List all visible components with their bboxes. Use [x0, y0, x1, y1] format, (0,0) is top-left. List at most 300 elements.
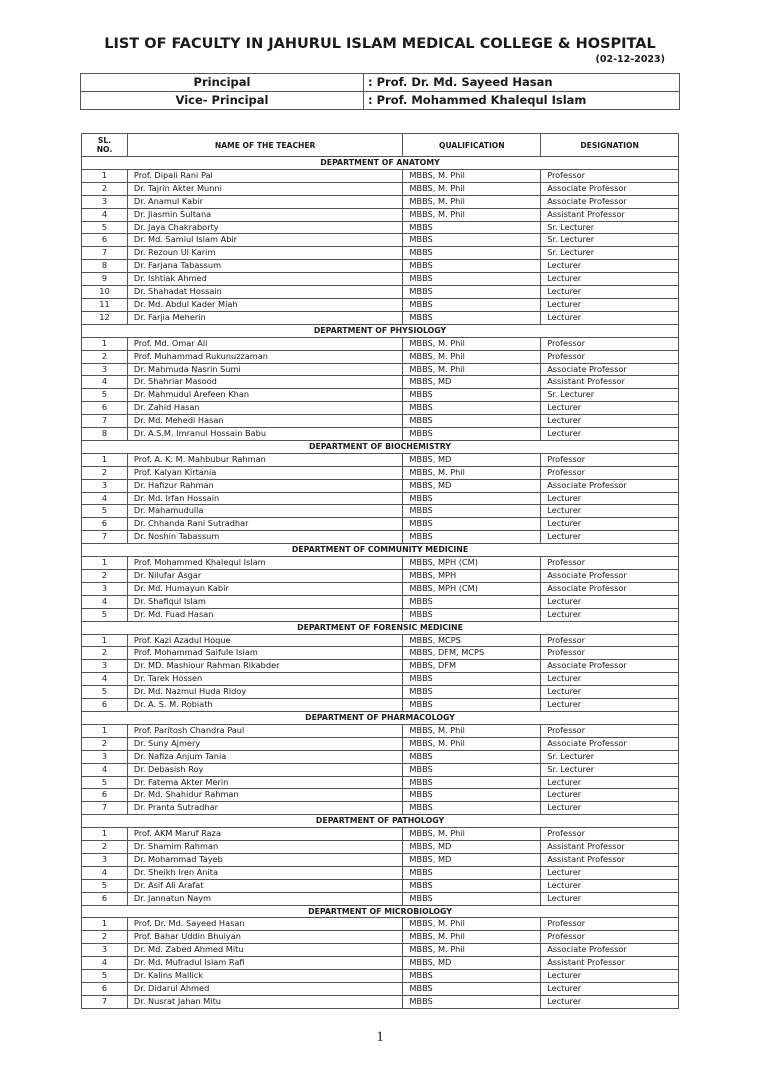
faculty-table-header: [82, 134, 679, 157]
faculty-row: [82, 350, 679, 363]
designation: Associate Professor: [541, 479, 679, 492]
teacher-name: Dr. Md. Mehedi Hasan: [127, 415, 402, 428]
teacher-name: Dr. Md. Humayun Kabir: [127, 582, 402, 595]
designation: Sr. Lecturer: [541, 389, 679, 402]
faculty-row: [82, 234, 679, 247]
designation: Lecturer: [541, 260, 679, 273]
faculty-row: [82, 634, 679, 647]
serial-number: 8: [82, 260, 128, 273]
serial-number: 9: [82, 273, 128, 286]
teacher-name: Prof. Paritosh Chandra Paul: [127, 724, 402, 737]
department-name: DEPARTMENT OF MICROBIOLOGY: [82, 905, 679, 918]
serial-number: 2: [82, 841, 128, 854]
serial-number: 6: [82, 234, 128, 247]
serial-number: 3: [82, 479, 128, 492]
designation: Lecturer: [541, 415, 679, 428]
qualification: MBBS: [403, 286, 541, 299]
serial-number: 6: [82, 983, 128, 996]
teacher-name: Dr. Md. Shahidur Rahman: [127, 789, 402, 802]
qualification: MBBS: [403, 428, 541, 441]
qualification: MBBS, M. Phil: [403, 737, 541, 750]
qualification: MBBS, MCPS: [403, 634, 541, 647]
qualification: MBBS, DFM: [403, 660, 541, 673]
leadership-row-principal: [81, 74, 680, 92]
teacher-name: Dr. Hafizur Rahman: [127, 479, 402, 492]
column-header-qualification: QUALIFICATION: [403, 134, 541, 157]
serial-number: 4: [82, 492, 128, 505]
qualification: MBBS: [403, 995, 541, 1008]
serial-number: 7: [82, 415, 128, 428]
role-holder: : Prof. Dr. Md. Sayeed Hasan: [364, 74, 680, 92]
serial-number: 4: [82, 595, 128, 608]
department-name: DEPARTMENT OF PATHOLOGY: [82, 815, 679, 828]
serial-number: 1: [82, 453, 128, 466]
qualification: MBBS, M. Phil: [403, 724, 541, 737]
designation: Professor: [541, 453, 679, 466]
serial-number: 11: [82, 298, 128, 311]
designation: Sr. Lecturer: [541, 234, 679, 247]
department-name: DEPARTMENT OF COMMUNITY MEDICINE: [82, 544, 679, 557]
teacher-name: Dr. Debasish Roy: [127, 763, 402, 776]
designation: Lecturer: [541, 595, 679, 608]
qualification: MBBS: [403, 750, 541, 763]
designation: Lecturer: [541, 505, 679, 518]
serial-number: 3: [82, 944, 128, 957]
serial-number: 1: [82, 337, 128, 350]
serial-number: 5: [82, 608, 128, 621]
qualification: MBBS: [403, 892, 541, 905]
department-header-forensic-medicine: [82, 621, 679, 634]
teacher-name: Prof. Md. Omar Ali: [127, 337, 402, 350]
faculty-row: [82, 570, 679, 583]
faculty-row: [82, 169, 679, 182]
faculty-table-body: [82, 157, 679, 1009]
faculty-row: [82, 337, 679, 350]
serial-number: 5: [82, 970, 128, 983]
teacher-name: Dr. Shafiqul Islam: [127, 595, 402, 608]
serial-number: 6: [82, 789, 128, 802]
faculty-row: [82, 466, 679, 479]
qualification: MBBS, M. Phil: [403, 828, 541, 841]
department-header-community-medicine: [82, 544, 679, 557]
teacher-name: Prof. Dipali Rani Pal: [127, 169, 402, 182]
faculty-row: [82, 389, 679, 402]
designation: Lecturer: [541, 311, 679, 324]
qualification: MBBS: [403, 686, 541, 699]
designation: Lecturer: [541, 298, 679, 311]
faculty-table: [81, 133, 679, 1009]
teacher-name: Dr. Didarul Ahmed: [127, 983, 402, 996]
qualification: MBBS, M. Phil: [403, 337, 541, 350]
department-header-anatomy: [82, 157, 679, 170]
faculty-row: [82, 918, 679, 931]
designation: Sr. Lecturer: [541, 221, 679, 234]
designation: Professor: [541, 724, 679, 737]
qualification: MBBS: [403, 608, 541, 621]
teacher-name: Dr. Nilufar Asgar: [127, 570, 402, 583]
qualification: MBBS: [403, 789, 541, 802]
faculty-row: [82, 957, 679, 970]
leadership-row-vice-principal: [81, 92, 680, 110]
qualification: MBBS, M. Phil: [403, 169, 541, 182]
qualification: MBBS, MD: [403, 479, 541, 492]
serial-number: 7: [82, 995, 128, 1008]
designation: Lecturer: [541, 608, 679, 621]
teacher-name: Dr. Jannatun Naym: [127, 892, 402, 905]
qualification: MBBS: [403, 983, 541, 996]
qualification: MBBS, M. Phil: [403, 363, 541, 376]
designation: Lecturer: [541, 970, 679, 983]
qualification: MBBS, MPH: [403, 570, 541, 583]
qualification: MBBS: [403, 531, 541, 544]
qualification: MBBS: [403, 492, 541, 505]
designation: Lecturer: [541, 866, 679, 879]
department-name: DEPARTMENT OF BIOCHEMISTRY: [82, 440, 679, 453]
serial-number: 4: [82, 957, 128, 970]
qualification: MBBS: [403, 221, 541, 234]
role-holder: : Prof. Mohammed Khalequl Islam: [364, 92, 680, 110]
teacher-name: Dr. Zahid Hasan: [127, 402, 402, 415]
faculty-row: [82, 892, 679, 905]
teacher-name: Prof. Mohammed Khalequl Islam: [127, 557, 402, 570]
faculty-row: [82, 208, 679, 221]
teacher-name: Dr. Md. Nazmul Huda Ridoy: [127, 686, 402, 699]
designation: Lecturer: [541, 492, 679, 505]
department-header-pathology: [82, 815, 679, 828]
designation: Assistant Professor: [541, 841, 679, 854]
department-header-microbiology: [82, 905, 679, 918]
faculty-row: [82, 931, 679, 944]
qualification: MBBS, M. Phil: [403, 944, 541, 957]
qualification: MBBS, MD: [403, 957, 541, 970]
teacher-name: Dr. Shahriar Masood: [127, 376, 402, 389]
faculty-row: [82, 247, 679, 260]
designation: Assistant Professor: [541, 376, 679, 389]
qualification: MBBS, MD: [403, 376, 541, 389]
teacher-name: Dr. Jiasmin Sultana: [127, 208, 402, 221]
teacher-name: Dr. Nusrat Jahan Mitu: [127, 995, 402, 1008]
serial-number: 7: [82, 247, 128, 260]
department-name: DEPARTMENT OF ANATOMY: [82, 157, 679, 170]
serial-number: 1: [82, 169, 128, 182]
designation: Associate Professor: [541, 182, 679, 195]
qualification: MBBS, MPH (CM): [403, 557, 541, 570]
faculty-row: [82, 686, 679, 699]
designation: Professor: [541, 634, 679, 647]
serial-number: 4: [82, 376, 128, 389]
column-header-sl-no: [82, 134, 128, 157]
page-number: 1: [376, 1029, 384, 1045]
department-header-biochemistry: [82, 440, 679, 453]
qualification: MBBS, DFM, MCPS: [403, 647, 541, 660]
faculty-row: [82, 866, 679, 879]
faculty-row: [82, 841, 679, 854]
qualification: MBBS: [403, 802, 541, 815]
faculty-row: [82, 789, 679, 802]
qualification: MBBS: [403, 402, 541, 415]
qualification: MBBS: [403, 389, 541, 402]
teacher-name: Prof. Kazi Azadul Hoque: [127, 634, 402, 647]
qualification: MBBS: [403, 970, 541, 983]
serial-number: 5: [82, 389, 128, 402]
qualification: MBBS, MD: [403, 453, 541, 466]
serial-number: 5: [82, 686, 128, 699]
faculty-row: [82, 428, 679, 441]
faculty-row: [82, 995, 679, 1008]
serial-number: 4: [82, 208, 128, 221]
faculty-row: [82, 970, 679, 983]
teacher-name: Prof. A. K. M. Mahbubur Rahman: [127, 453, 402, 466]
serial-number: 2: [82, 466, 128, 479]
teacher-name: Dr. Fatema Akter Merin: [127, 776, 402, 789]
faculty-row: [82, 582, 679, 595]
qualification: MBBS: [403, 260, 541, 273]
designation: Professor: [541, 557, 679, 570]
serial-number: 2: [82, 737, 128, 750]
designation: Lecturer: [541, 531, 679, 544]
designation: Sr. Lecturer: [541, 750, 679, 763]
qualification: MBBS, M. Phil: [403, 350, 541, 363]
teacher-name: Dr. Shamim Rahman: [127, 841, 402, 854]
sl-label-line1: SL.: [97, 136, 112, 145]
department-name: DEPARTMENT OF FORENSIC MEDICINE: [82, 621, 679, 634]
teacher-name: Dr. Chhanda Rani Sutradhar: [127, 518, 402, 531]
qualification: MBBS: [403, 763, 541, 776]
faculty-row: [82, 453, 679, 466]
designation: Associate Professor: [541, 660, 679, 673]
teacher-name: Dr. Md. Zabed Ahmed Mitu: [127, 944, 402, 957]
qualification: MBBS, MD: [403, 853, 541, 866]
teacher-name: Dr. Md. Fuad Hasan: [127, 608, 402, 621]
teacher-name: Dr. A. S. M. Robiath: [127, 699, 402, 712]
faculty-row: [82, 983, 679, 996]
designation: Associate Professor: [541, 363, 679, 376]
faculty-row: [82, 595, 679, 608]
teacher-name: Prof. Dr. Md. Sayeed Hasan: [127, 918, 402, 931]
serial-number: 3: [82, 853, 128, 866]
designation: Lecturer: [541, 686, 679, 699]
department-name: DEPARTMENT OF PHYSIOLOGY: [82, 324, 679, 337]
faculty-row: [82, 879, 679, 892]
document-title: LIST OF FACULTY IN JAHURUL ISLAM MEDICAL COLLEGE & HOSPITAL: [104, 36, 656, 52]
qualification: MBBS: [403, 415, 541, 428]
qualification: MBBS: [403, 673, 541, 686]
designation: Assistant Professor: [541, 957, 679, 970]
serial-number: 3: [82, 750, 128, 763]
leadership-table: [80, 73, 680, 110]
serial-number: 4: [82, 866, 128, 879]
serial-number: 2: [82, 350, 128, 363]
designation: Lecturer: [541, 789, 679, 802]
serial-number: 1: [82, 918, 128, 931]
serial-number: 4: [82, 763, 128, 776]
qualification: MBBS: [403, 311, 541, 324]
faculty-row: [82, 182, 679, 195]
faculty-row: [82, 944, 679, 957]
faculty-row: [82, 195, 679, 208]
faculty-row: [82, 802, 679, 815]
serial-number: 5: [82, 776, 128, 789]
designation: Lecturer: [541, 776, 679, 789]
designation: Professor: [541, 931, 679, 944]
qualification: MBBS: [403, 518, 541, 531]
qualification: MBBS, M. Phil: [403, 182, 541, 195]
teacher-name: Dr. Md. Samiul Islam Abir: [127, 234, 402, 247]
designation: Professor: [541, 350, 679, 363]
designation: Lecturer: [541, 879, 679, 892]
designation: Associate Professor: [541, 570, 679, 583]
column-header-designation: DESIGNATION: [541, 134, 679, 157]
teacher-name: Dr. Mahamudulla: [127, 505, 402, 518]
designation: Lecturer: [541, 699, 679, 712]
faculty-row: [82, 673, 679, 686]
designation: Sr. Lecturer: [541, 247, 679, 260]
teacher-name: Dr. Tajrin Akter Munni: [127, 182, 402, 195]
faculty-row: [82, 415, 679, 428]
faculty-row: [82, 776, 679, 789]
teacher-name: Dr. A.S.M. Imranul Hossain Babu: [127, 428, 402, 441]
teacher-name: Dr. Md. Abdul Kader Miah: [127, 298, 402, 311]
sl-label-line2: NO.: [96, 145, 113, 154]
teacher-name: Dr. Anamul Kabir: [127, 195, 402, 208]
serial-number: 3: [82, 195, 128, 208]
qualification: MBBS, M. Phil: [403, 466, 541, 479]
serial-number: 7: [82, 802, 128, 815]
teacher-name: Dr. Rezoun Ul Karim: [127, 247, 402, 260]
qualification: MBBS, MPH (CM): [403, 582, 541, 595]
qualification: MBBS, M. Phil: [403, 208, 541, 221]
serial-number: 2: [82, 647, 128, 660]
designation: Associate Professor: [541, 944, 679, 957]
faculty-row: [82, 363, 679, 376]
faculty-row: [82, 853, 679, 866]
teacher-name: Prof. Mohammad Saifule Islam: [127, 647, 402, 660]
teacher-name: Dr. Mahmuda Nasrin Sumi: [127, 363, 402, 376]
serial-number: 6: [82, 892, 128, 905]
qualification: MBBS: [403, 273, 541, 286]
serial-number: 7: [82, 531, 128, 544]
serial-number: 10: [82, 286, 128, 299]
qualification: MBBS: [403, 879, 541, 892]
serial-number: 6: [82, 699, 128, 712]
faculty-row: [82, 518, 679, 531]
designation: Lecturer: [541, 428, 679, 441]
faculty-row: [82, 221, 679, 234]
faculty-row: [82, 699, 679, 712]
qualification: MBBS: [403, 234, 541, 247]
designation: Lecturer: [541, 802, 679, 815]
faculty-row: [82, 260, 679, 273]
faculty-row: [82, 286, 679, 299]
serial-number: 2: [82, 570, 128, 583]
designation: Professor: [541, 466, 679, 479]
column-header-name: NAME OF THE TEACHER: [127, 134, 402, 157]
designation: Lecturer: [541, 518, 679, 531]
teacher-name: Prof. Bahar Uddin Bhuiyan: [127, 931, 402, 944]
department-name: DEPARTMENT OF PHARMACOLOGY: [82, 711, 679, 724]
serial-number: 1: [82, 634, 128, 647]
serial-number: 5: [82, 879, 128, 892]
faculty-row: [82, 402, 679, 415]
teacher-name: Dr. Mahmudul Arefeen Khan: [127, 389, 402, 402]
document-date: (02-12-2023): [595, 54, 665, 65]
faculty-row: [82, 273, 679, 286]
teacher-name: Dr. Kalins Mallick: [127, 970, 402, 983]
qualification: MBBS, MD: [403, 841, 541, 854]
serial-number: 2: [82, 182, 128, 195]
teacher-name: Dr. Nafiza Anjum Tania: [127, 750, 402, 763]
teacher-name: Prof. Muhammad Rukunuzzaman: [127, 350, 402, 363]
faculty-row: [82, 298, 679, 311]
serial-number: 6: [82, 402, 128, 415]
teacher-name: Dr. MD. Mashiour Rahman Rikabder: [127, 660, 402, 673]
faculty-row: [82, 557, 679, 570]
department-header-pharmacology: [82, 711, 679, 724]
role-label: Vice- Principal: [81, 92, 364, 110]
serial-number: 4: [82, 673, 128, 686]
qualification: MBBS: [403, 298, 541, 311]
designation: Professor: [541, 918, 679, 931]
faculty-row: [82, 479, 679, 492]
qualification: MBBS: [403, 866, 541, 879]
qualification: MBBS, M. Phil: [403, 931, 541, 944]
qualification: MBBS: [403, 595, 541, 608]
role-label: Principal: [81, 74, 364, 92]
faculty-row: [82, 505, 679, 518]
faculty-row: [82, 737, 679, 750]
designation: Assistant Professor: [541, 853, 679, 866]
teacher-name: Dr. Md. Irfan Hossain: [127, 492, 402, 505]
designation: Lecturer: [541, 402, 679, 415]
teacher-name: Dr. Shahadat Hossain: [127, 286, 402, 299]
teacher-name: Dr. Noshin Tabassum: [127, 531, 402, 544]
faculty-row: [82, 492, 679, 505]
teacher-name: Dr. Md. Mufradul Islam Rafi: [127, 957, 402, 970]
designation: Assistant Professor: [541, 208, 679, 221]
teacher-name: Dr. Tarek Hossen: [127, 673, 402, 686]
serial-number: 1: [82, 557, 128, 570]
faculty-row: [82, 763, 679, 776]
faculty-row: [82, 660, 679, 673]
teacher-name: Prof. Kalyan Kirtania: [127, 466, 402, 479]
designation: Sr. Lecturer: [541, 763, 679, 776]
faculty-row: [82, 608, 679, 621]
serial-number: 8: [82, 428, 128, 441]
qualification: MBBS: [403, 505, 541, 518]
teacher-name: Dr. Mohammad Tayeb: [127, 853, 402, 866]
teacher-name: Dr. Farjia Meherin: [127, 311, 402, 324]
designation: Associate Professor: [541, 737, 679, 750]
serial-number: 2: [82, 931, 128, 944]
qualification: MBBS: [403, 699, 541, 712]
teacher-name: Dr. Farjana Tabassum: [127, 260, 402, 273]
designation: Associate Professor: [541, 195, 679, 208]
teacher-name: Dr. Asif Ali Arafat: [127, 879, 402, 892]
serial-number: 1: [82, 828, 128, 841]
designation: Associate Professor: [541, 582, 679, 595]
serial-number: 3: [82, 363, 128, 376]
faculty-row: [82, 376, 679, 389]
qualification: MBBS: [403, 247, 541, 260]
teacher-name: Dr. Ishtiak Ahmed: [127, 273, 402, 286]
department-header-physiology: [82, 324, 679, 337]
serial-number: 1: [82, 724, 128, 737]
qualification: MBBS: [403, 776, 541, 789]
designation: Lecturer: [541, 273, 679, 286]
qualification: MBBS, M. Phil: [403, 918, 541, 931]
designation: Lecturer: [541, 673, 679, 686]
faculty-row: [82, 531, 679, 544]
